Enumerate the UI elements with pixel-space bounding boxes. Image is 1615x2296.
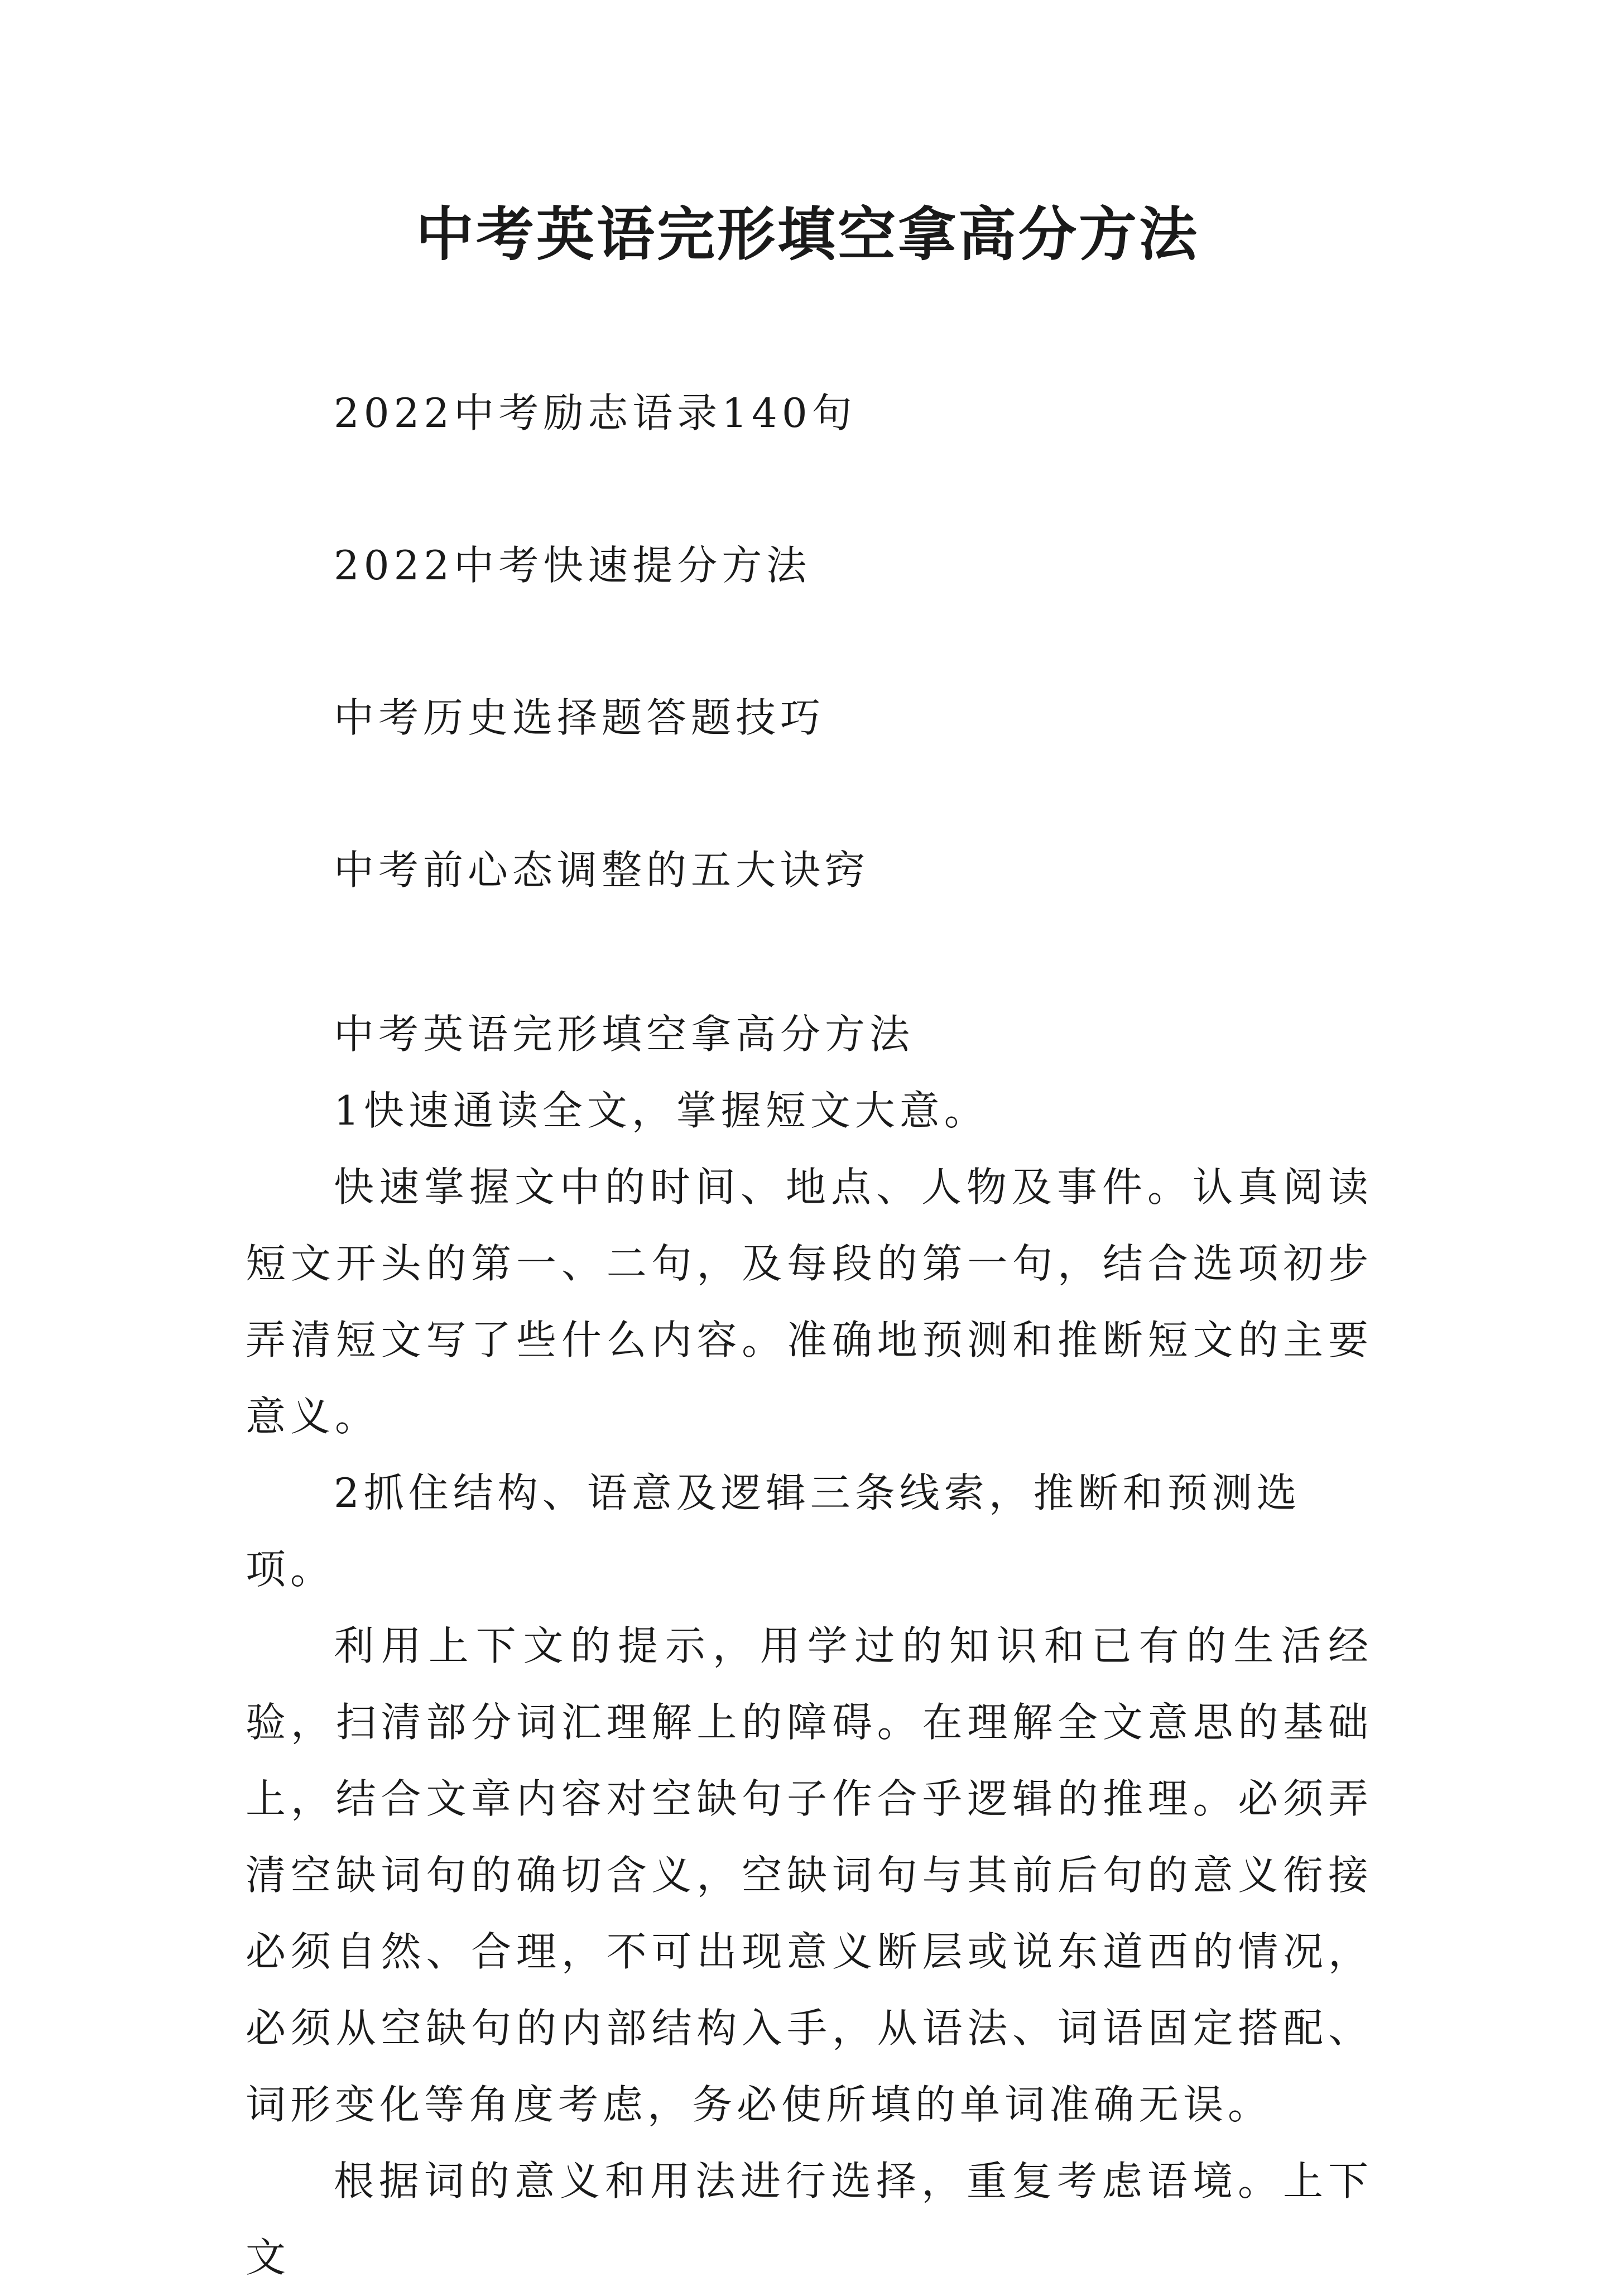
paragraph-2: 利用上下文的提示，用学过的知识和已有的生活经验，扫清部分词汇理解上的障碍。在理解全文意思的基础上，结合文章内容对空缺句子作合乎逻辑的推理。必须弄清空缺词句的确切含义，空缺词句与其前后句的意义衔接必须自然、合理，不可出现意义断层或说东道西的情况，必须从空缺句的内部结构入手，从语法、词语固定搭配、词形变化等角度考虑，务必使所填的单词准确无误。 xyxy=(246,1622,1373,2128)
related-link-1[interactable]: 2022中考励志语录140句 xyxy=(334,390,857,436)
paragraph-1: 快速掌握文中的时间、地点、人物及事件。认真阅读短文开头的第一、二句，及每段的第一句，结合选项初步弄清短文写了些什么内容。准确地预测和推断短文的主要意义。 xyxy=(246,1164,1373,1440)
related-link-3[interactable]: 中考历史选择题答题技巧 xyxy=(334,694,825,741)
paragraph-3: 根据词的意义和用法进行选择，重复考虑语境。上下文 xyxy=(246,2158,1373,2281)
section-heading-2: 2抓住结构、语意及逻辑三条线索，推断和预测选项。 xyxy=(246,1469,1301,1593)
section-heading-1: 1快速通读全文，掌握短文大意。 xyxy=(334,1087,989,1134)
related-link-2[interactable]: 2022中考快速提分方法 xyxy=(334,542,811,589)
related-link-4[interactable]: 中考前心态调整的五大诀窍 xyxy=(334,847,870,894)
article-heading: 中考英语完形填空拿高分方法 xyxy=(334,1011,915,1058)
page-title: 中考英语完形填空拿高分方法 xyxy=(415,200,1199,268)
article-body xyxy=(246,996,1373,2296)
